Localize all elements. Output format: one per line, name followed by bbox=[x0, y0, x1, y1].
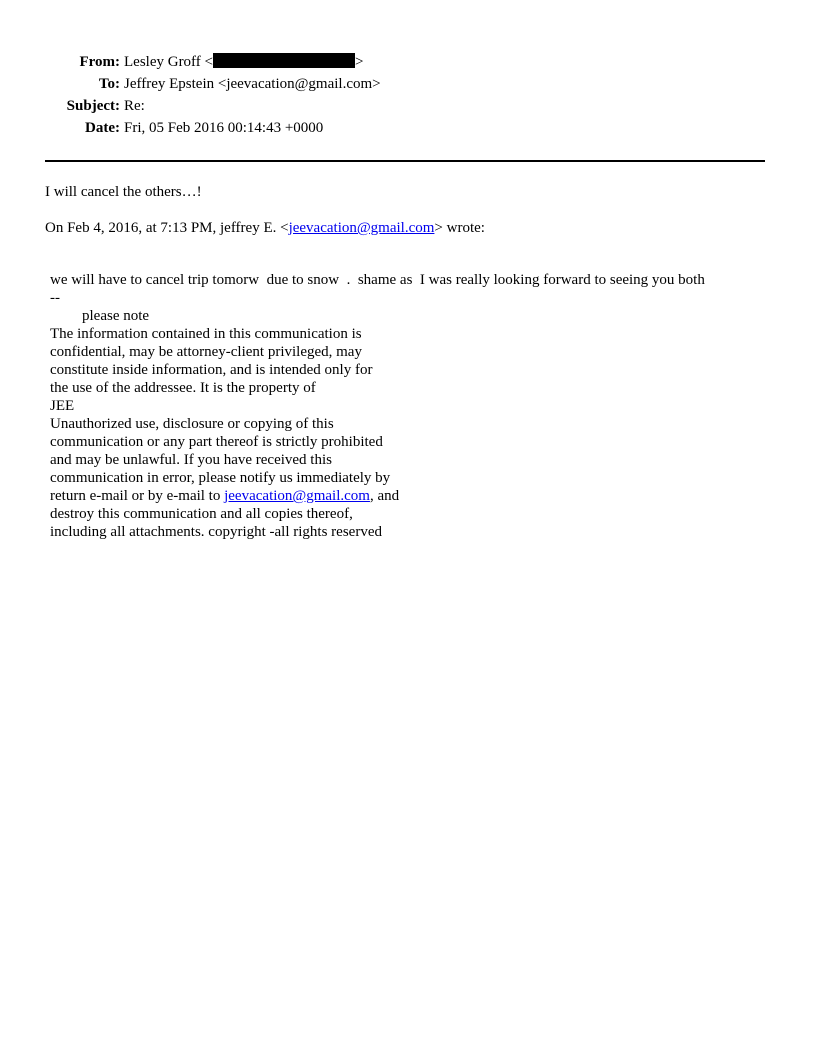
disclaimer-line: The information contained in this communication is bbox=[50, 326, 362, 342]
header-from bbox=[0, 51, 816, 73]
from-close: > bbox=[355, 54, 364, 70]
quote-intro-suffix: > wrote: bbox=[434, 220, 485, 236]
disclaimer-line: confidential, may be attorney-client privileged, may bbox=[50, 344, 362, 360]
disclaimer-line: communication or any part thereof is strictly prohibited bbox=[50, 434, 383, 450]
disclaimer bbox=[50, 325, 470, 541]
disclaimer-line: Unauthorized use, disclosure or copying of this bbox=[50, 416, 334, 432]
from-label: From: bbox=[79, 54, 120, 70]
disclaimer-email-line bbox=[50, 487, 470, 505]
disclaimer-line: destroy this communication and all copies thereof, bbox=[50, 506, 353, 522]
redaction-block bbox=[213, 53, 355, 68]
quote-intro-email-link[interactable]: jeevacation@gmail.com bbox=[288, 220, 435, 236]
disclaimer-line: constitute inside information, and is intended only for bbox=[50, 362, 373, 378]
subject-label: Subject: bbox=[66, 98, 120, 114]
disclaimer-line: communication in error, please notify us immediately by bbox=[50, 470, 391, 486]
disclaimer-email-suffix: , and bbox=[369, 488, 400, 504]
quote-intro-prefix: On Feb 4, 2016, at 7:13 PM, jeffrey E. < bbox=[45, 220, 289, 236]
to-value: Jeffrey Epstein <jeevacation@gmail.com> bbox=[124, 76, 381, 92]
header-date bbox=[0, 117, 816, 139]
date-value: Fri, 05 Feb 2016 00:14:43 +0000 bbox=[124, 120, 324, 136]
signature-separator: -- bbox=[50, 290, 60, 306]
disclaimer-line: including all attachments. copyright -all rights reserved bbox=[50, 524, 382, 540]
quoted-message: we will have to cancel trip tomorw due to snow . shame as I was really looking forward to seeing you both bbox=[50, 272, 705, 288]
from-value bbox=[124, 51, 363, 73]
quote-intro bbox=[45, 219, 485, 237]
disclaimer-line: JEE bbox=[50, 398, 75, 414]
disclaimer-email-prefix: return e-mail or by e-mail to bbox=[50, 488, 225, 504]
to-label: To: bbox=[98, 76, 120, 92]
date-label: Date: bbox=[85, 120, 120, 136]
header-subject bbox=[0, 95, 816, 117]
subject-value: Re: bbox=[124, 98, 145, 114]
disclaimer-line: the use of the addressee. It is the property of bbox=[50, 380, 316, 396]
reply-text: I will cancel the others…! bbox=[45, 184, 202, 200]
please-note: please note bbox=[82, 308, 150, 324]
header-divider bbox=[45, 160, 765, 162]
from-name: Lesley Groff < bbox=[124, 54, 213, 70]
disclaimer-line: and may be unlawful. If you have received this bbox=[50, 452, 332, 468]
header-to bbox=[0, 73, 816, 95]
disclaimer-email-link[interactable]: jeevacation@gmail.com bbox=[224, 488, 370, 504]
